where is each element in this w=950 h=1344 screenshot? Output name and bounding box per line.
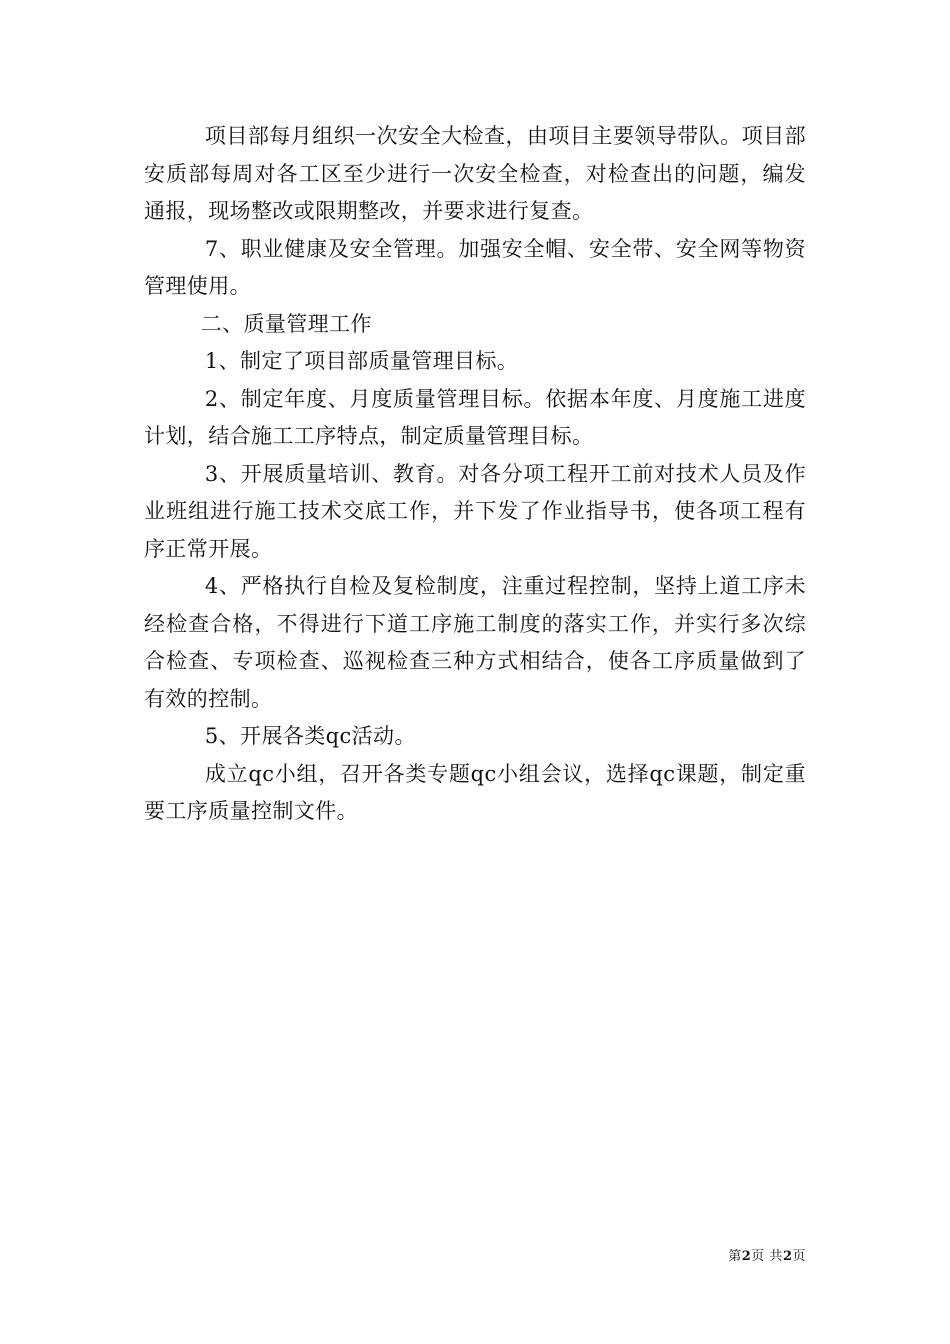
paragraph-inspection-system: 4、严格执行自检及复检制度，注重过程控制，坚持上道工序未经检查合格，不得进行下道工序施工制度的落实工作，并实行多次综合检查、专项检查、巡视检查三种方式相结合，使各工序质量做到了有效的控制。 <box>144 574 806 711</box>
page-footer <box>728 1245 806 1264</box>
paragraph-quality-training: 3、开展质量培训、教育。对各分项工程开工前对技术人员及作业班组进行施工技术交底工作，并下发了作业指导书，使各项工程有序正常开展。 <box>144 461 806 561</box>
paragraph-quality-target: 1、制定了项目部质量管理目标。 <box>204 349 519 373</box>
paragraph-qc-group: 成立qc小组，召开各类专题qc小组会议，选择qc课题，制定重要工序质量控制文件。 <box>144 761 806 823</box>
document-body <box>144 118 806 831</box>
section-heading-quality-management: 二、质量管理工作 <box>200 311 372 336</box>
paragraph-qc-activities: 5、开展各类qc活动。 <box>204 724 416 748</box>
footer-total-pages: 2 <box>782 1249 793 1264</box>
paragraph-occupational-health: 7、职业健康及安全管理。加强安全帽、安全带、安全网等物资管理使用。 <box>144 236 806 298</box>
footer-page-number: 2 <box>741 1249 752 1264</box>
footer-middle: 页 共 <box>751 1249 783 1264</box>
paragraph-safety-inspection: 项目部每月组织一次安全大检查，由项目主要领导带队。项目部安质部每周对各工区至少进行一次安全检查，对检查出的问题，编发通报，现场整改或限期整改，并要求进行复查。 <box>144 124 806 223</box>
footer-prefix: 第 <box>728 1249 742 1264</box>
footer-suffix: 页 <box>792 1249 806 1264</box>
paragraph-annual-monthly-target: 2、制定年度、月度质量管理目标。依据本年度、月度施工进度计划，结合施工工序特点，制定质量管理目标。 <box>144 386 806 448</box>
